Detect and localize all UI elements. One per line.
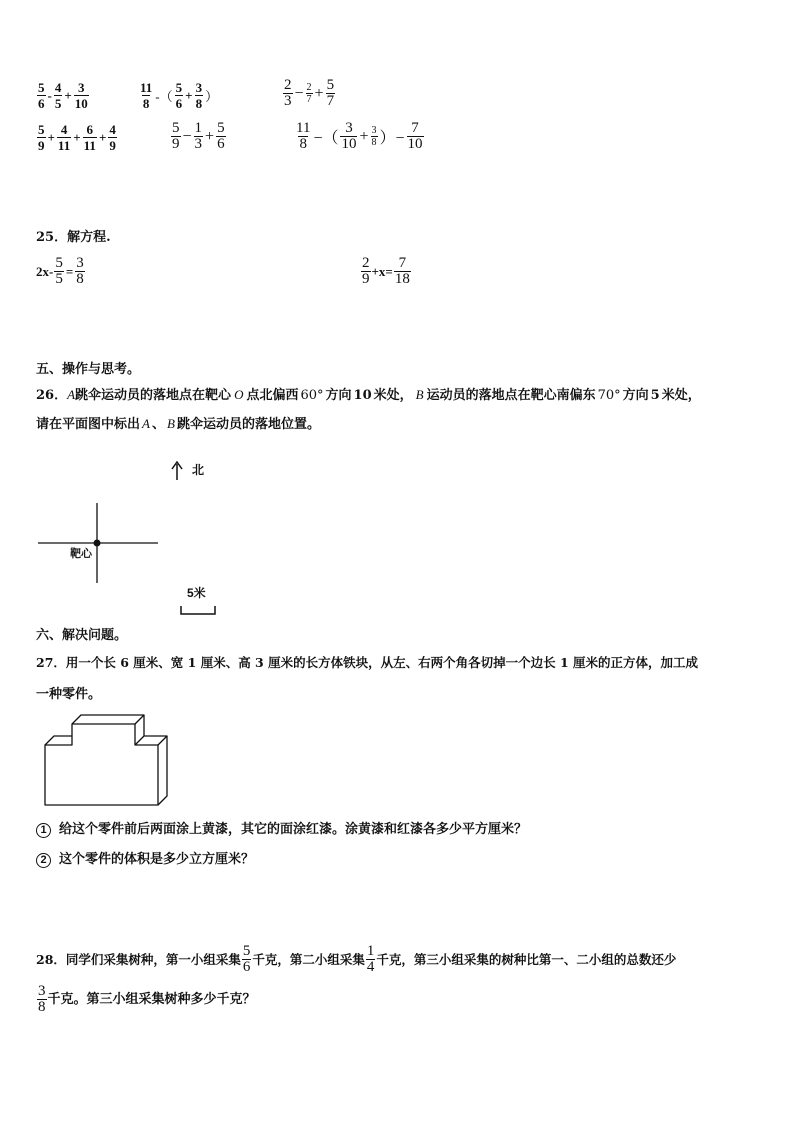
calc-expr-1: $\frac{5}{6}$ - $\frac{4}{5}$ + $\frac{3}{10}$ [38,80,88,111]
question-26-line-1: 26．A跳伞运动员的落地点在靶心 O 点北偏西 60° 方向 10 米处， B 运动员的落地点在靶心南偏东 70° 方向 5 米处， [36,387,701,403]
fraction: $\frac{5}{6}$ [242,943,251,975]
calc-expr-2: $\frac{11}{8}$ -（ $\frac{5}{6}$ + $\frac{3}{8}$ ） [140,80,219,111]
fraction: $\frac{3}{8}$ [195,80,203,111]
bullseye-label: 靶心 [70,548,92,560]
fraction: $\frac{5}{9}$ [38,122,45,153]
circled-number: 1 [36,823,51,838]
fraction: $\frac{11}{8}$ [296,120,311,152]
fraction: $\frac{4}{9}$ [109,122,116,153]
fraction: $\frac{1}{4}$ [366,943,375,975]
calc-expr-5: $\frac{5}{9}$ − $\frac{1}{3}$ + $\frac{5}{6}$ [172,120,225,152]
fraction: $\frac{3}{10}$ [74,80,88,111]
fraction: $\frac{11}{8}$ [140,80,153,111]
section-6-heading: 六、解决问题。 [36,628,128,643]
question-28-line-2: $\frac{3}{8}$ 千克。第三小组采集树种多少千克？ [38,983,256,1015]
fraction: $\frac{5}{9}$ [172,120,180,152]
fraction: $\frac{7}{18}$ [394,255,410,287]
scale-label: 5米 [187,586,206,600]
fraction: $\frac{6}{11}$ [83,122,96,153]
fraction: $\frac{5}{6}$ [38,80,45,111]
equation-2: $\frac{2}{9}$ +x= $\frac{7}{18}$ [362,255,410,287]
calc-expr-3: $\frac{2}{3}$ − $\frac{2}{7}$ + $\frac{5}{7}$ [284,77,335,109]
circled-number: 2 [36,853,51,868]
equation-1: 2x- $\frac{5}{5}$ = $\frac{3}{8}$ [36,255,84,287]
fraction: $\frac{7}{10}$ [407,120,423,152]
fraction: $\frac{1}{3}$ [194,120,203,152]
question-27-sub-2: 2 这个零件的体积是多少立方厘米？ [36,852,254,868]
fraction: $\frac{5}{5}$ [55,255,63,287]
question-27-sub-1: 1 给这个零件前后两面涂上黄漆，其它的面涂红漆。涂黄漆和红漆各多少平方厘米？ [36,822,527,838]
question-26-line-2: 请在平面图中标出 A 、 B 跳伞运动员的落地位置。 [36,416,320,432]
fraction: $\frac{2}{3}$ [284,77,292,109]
fraction: $\frac{5}{6}$ [217,120,225,152]
question-27-line-2: 一种零件。 [36,687,102,702]
fraction: $\frac{3}{8}$ [38,983,46,1015]
north-label: 北 [192,463,205,477]
section-5-heading: 五、操作与思考。 [36,362,141,377]
fraction: $\frac{2}{7}$ [306,82,312,105]
calc-expr-4: $\frac{5}{9}$ + $\frac{4}{11}$ + $\frac{6}{11}$ + $\frac{4}{9}$ [38,122,116,153]
calc-expr-6: $\frac{11}{8}$ −（ $\frac{3}{10}$ + $\frac{3}{8}$ ）− $\frac{7}{10}$ [296,120,423,152]
question-25-title: 25．解方程. [36,230,111,245]
fraction: $\frac{5}{6}$ [175,80,183,111]
fraction: $\frac{3}{10}$ [341,120,357,152]
fraction: $\frac{4}{5}$ [54,80,62,111]
fraction: $\frac{5}{7}$ [326,77,335,109]
fraction: $\frac{3}{8}$ [76,255,84,287]
fraction: $\frac{2}{9}$ [362,255,370,287]
fraction: $\frac{3}{8}$ [371,125,377,148]
fraction: $\frac{4}{11}$ [57,122,71,153]
question-27-line-1: 27．用一个长 6 厘米、宽 1 厘米、高 3 厘米的长方体铁块，从左、右两个角各切掉一个边长 1 厘米的正方体，加工成 [36,655,699,670]
question-28-line-1: 28．同学们采集树种，第一小组采集 $\frac{5}{6}$ 千克，第二小组采集 $\frac{1}{4}$ 千克，第三小组采集的树种比第一、二小组的总数还少 [36,943,677,975]
